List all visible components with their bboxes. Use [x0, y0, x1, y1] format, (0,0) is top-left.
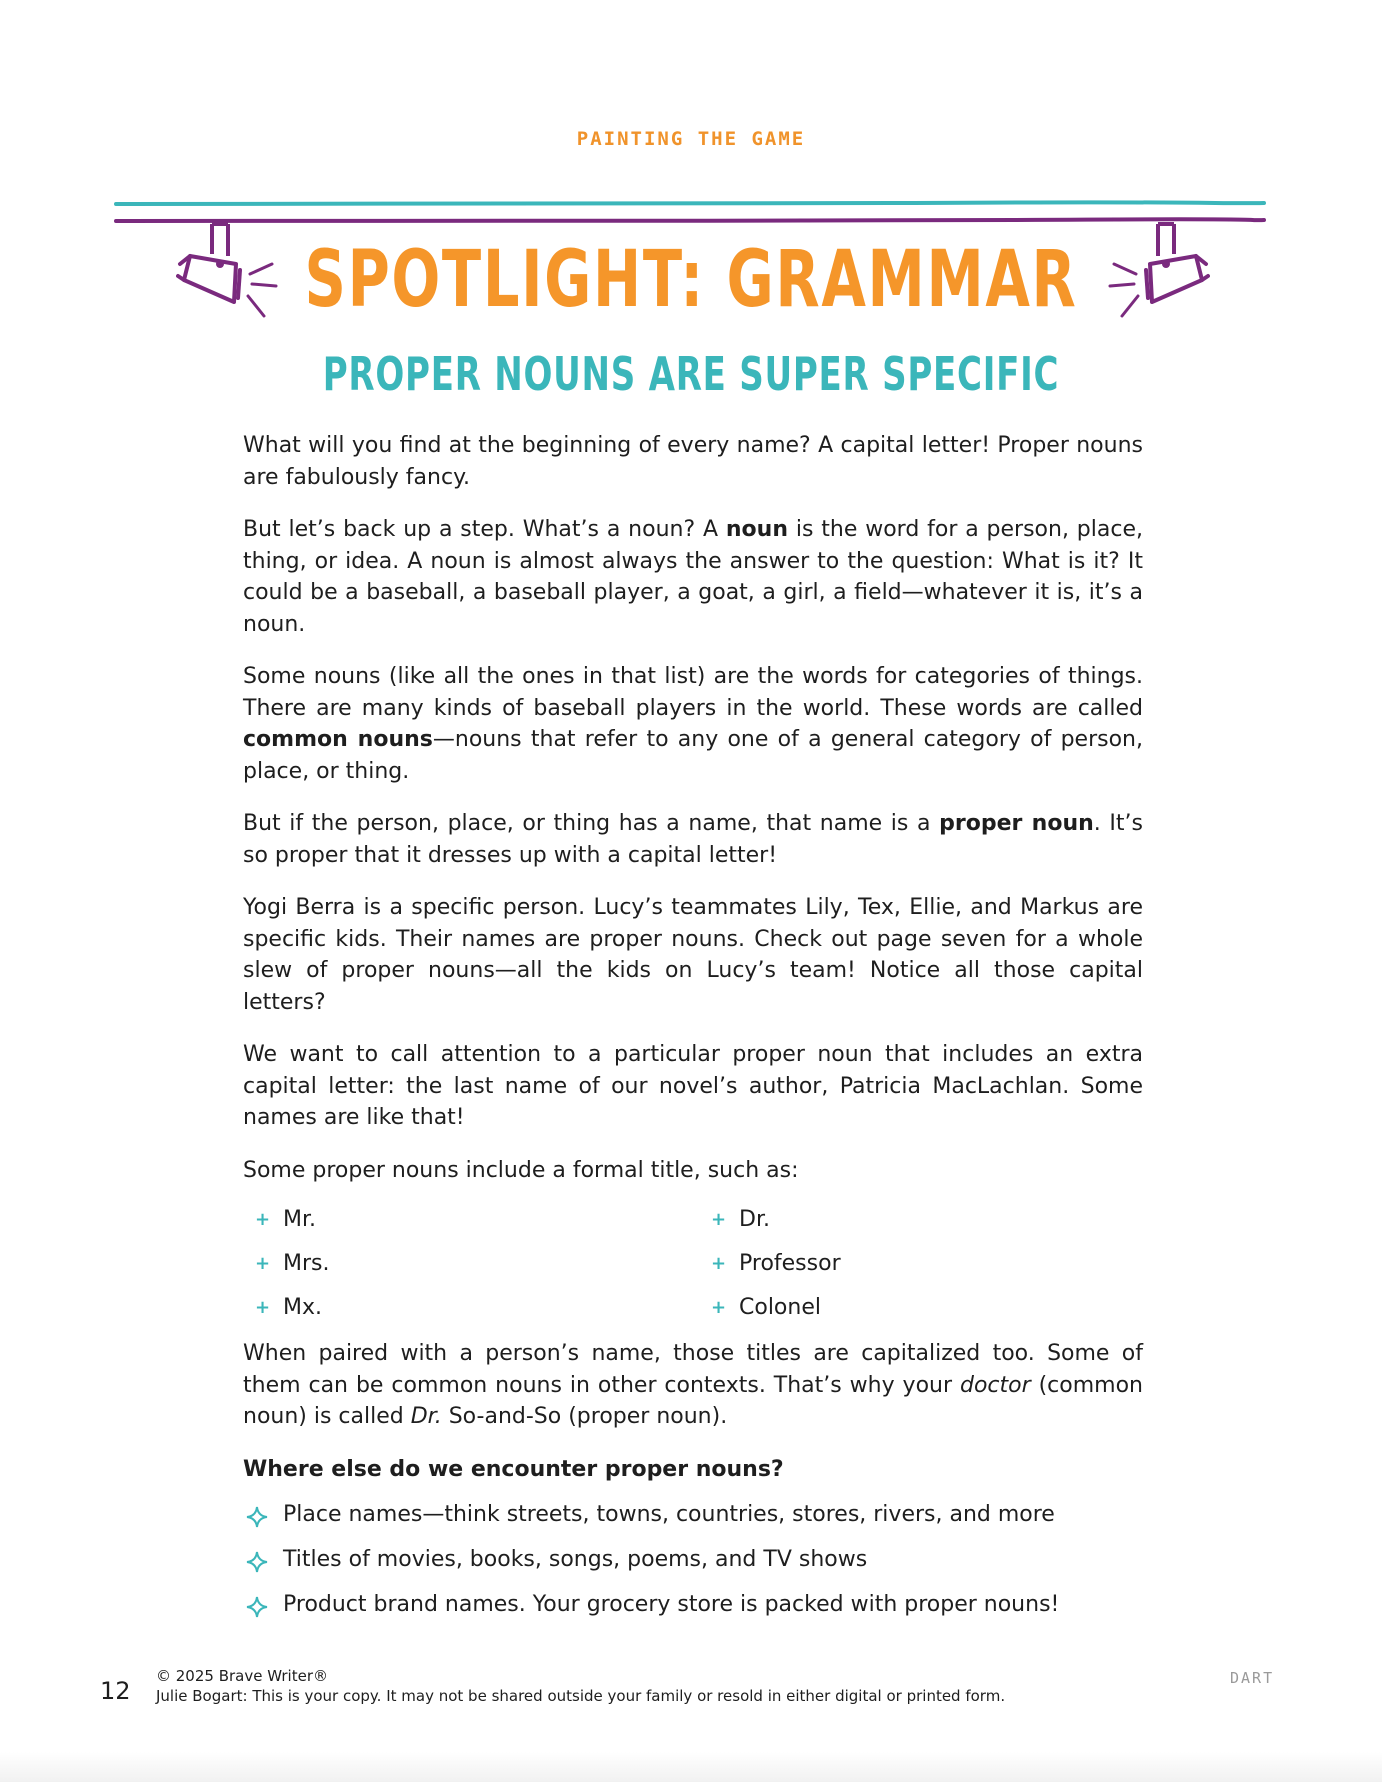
- list-item-label: Dr.: [739, 1207, 770, 1232]
- paragraph-8: [243, 1338, 1143, 1433]
- p8-text-e: So-and-So (proper noun).: [441, 1404, 728, 1429]
- teal-rule: [116, 202, 1264, 204]
- term-common-nouns: common nouns: [243, 727, 433, 752]
- list-item: [699, 1292, 1143, 1324]
- paragraph-5: Yogi Berra is a specific person. Lucy’s teammates Lily, Tex, Ellie, and Markus are specific kids. Their names are proper nouns. Check out page seven for a whole slew of proper nouns—all the kids on Lucy’s team! Notice all those capital letters?: [243, 895, 1143, 1015]
- page-number: 12: [100, 1677, 131, 1705]
- copyright-notice: © 2025 Brave Writer®: [156, 1667, 329, 1685]
- p8-italic-doctor: doctor: [959, 1372, 1031, 1398]
- p4-text-before: But if the person, place, or thing has a name, that name is a: [243, 811, 940, 836]
- list-item: [243, 1248, 699, 1280]
- plus-icon: +: [711, 1253, 727, 1274]
- paragraph-6: We want to call attention to a particular proper noun that includes an extra capital letter: the last name of our novel’s author, Patricia MacLachlan. Some names are like that!: [243, 1042, 1143, 1130]
- list-item: [243, 1544, 1143, 1576]
- paragraph-4: [243, 808, 1143, 871]
- plus-icon: +: [711, 1297, 727, 1318]
- plus-icon: +: [255, 1209, 271, 1230]
- plus-icon: +: [255, 1297, 271, 1318]
- p8-text-c: (common noun) is called: [243, 1372, 1143, 1429]
- paragraph-2: [243, 514, 1143, 640]
- banner-subtitle: PROPER NOUNS ARE SUPER SPECIFIC: [322, 347, 1060, 401]
- article-body: [243, 430, 1143, 1634]
- banner-title: SPOTLIGHT: GRAMMAR: [304, 235, 1078, 325]
- sparkle-diamond-icon: [246, 1506, 268, 1528]
- formal-titles-list: [243, 1204, 1143, 1324]
- list-item-label: Professor: [739, 1251, 841, 1276]
- footer-tag: DART: [1230, 1669, 1275, 1687]
- list-item: [243, 1292, 699, 1324]
- paragraph-1: What will you find at the beginning of every name? A capital letter! Proper nouns are fabulously fancy.: [243, 433, 1143, 490]
- paragraph-7: Some proper nouns include a formal title, such as:: [243, 1157, 799, 1183]
- list-item: [243, 1204, 699, 1236]
- list-item: [243, 1589, 1143, 1621]
- list-item-label: Mr.: [283, 1207, 316, 1232]
- running-head: PAINTING THE GAME: [576, 128, 806, 150]
- plus-icon: +: [711, 1209, 727, 1230]
- term-noun: noun: [725, 517, 788, 542]
- list-item: [699, 1204, 1143, 1236]
- list-item-label: Mx.: [283, 1295, 322, 1320]
- sparkle-diamond-icon: [246, 1596, 268, 1618]
- license-notice: Julie Bogart: This is your copy. It may not be shared outside your family or resold in either digital or printed form.: [156, 1687, 1006, 1705]
- list-item-label: Titles of movies, books, songs, poems, and TV shows: [283, 1547, 868, 1572]
- term-proper-noun: proper noun: [939, 811, 1094, 836]
- p3-text-after: —nouns that refer to any one of a general category of person, place, or thing.: [243, 727, 1143, 784]
- p4-text-after: . It’s so proper that it dresses up with a capital letter!: [243, 811, 1143, 868]
- page-edge-shadow: [0, 1752, 1382, 1782]
- list-item-label: Product brand names. Your grocery store is packed with proper nouns!: [283, 1592, 1060, 1617]
- p2-text-before: But let’s back up a step. What’s a noun? A: [243, 517, 726, 542]
- p2-text-after: is the word for a person, place, thing, or idea. A noun is almost always the answer to the question: What is it? It could be a baseball, a baseball player, a goat, a girl, a field—whatever it is, it’s a noun.: [243, 517, 1143, 637]
- list-item-label: Mrs.: [283, 1251, 330, 1276]
- list-item-label: Colonel: [739, 1295, 821, 1320]
- where-heading: Where else do we encounter proper nouns?: [243, 1456, 784, 1482]
- plus-icon: +: [255, 1253, 271, 1274]
- p8-italic-dr: Dr.: [410, 1404, 442, 1429]
- p8-text-a: When paired with a person’s name, those titles are capitalized too. Some of them can be common nouns in other contexts. That’s why your: [243, 1341, 1143, 1398]
- p3-text-before: Some nouns (like all the ones in that list) are the words for categories of things. There are many kinds of baseball players in the world. These words are called: [243, 664, 1143, 721]
- paragraph-3: [243, 661, 1143, 787]
- list-item: [699, 1248, 1143, 1280]
- list-item: [243, 1499, 1143, 1531]
- sparkle-diamond-icon: [246, 1551, 268, 1573]
- list-item-label: Place names—think streets, towns, countries, stores, rivers, and more: [283, 1502, 1055, 1527]
